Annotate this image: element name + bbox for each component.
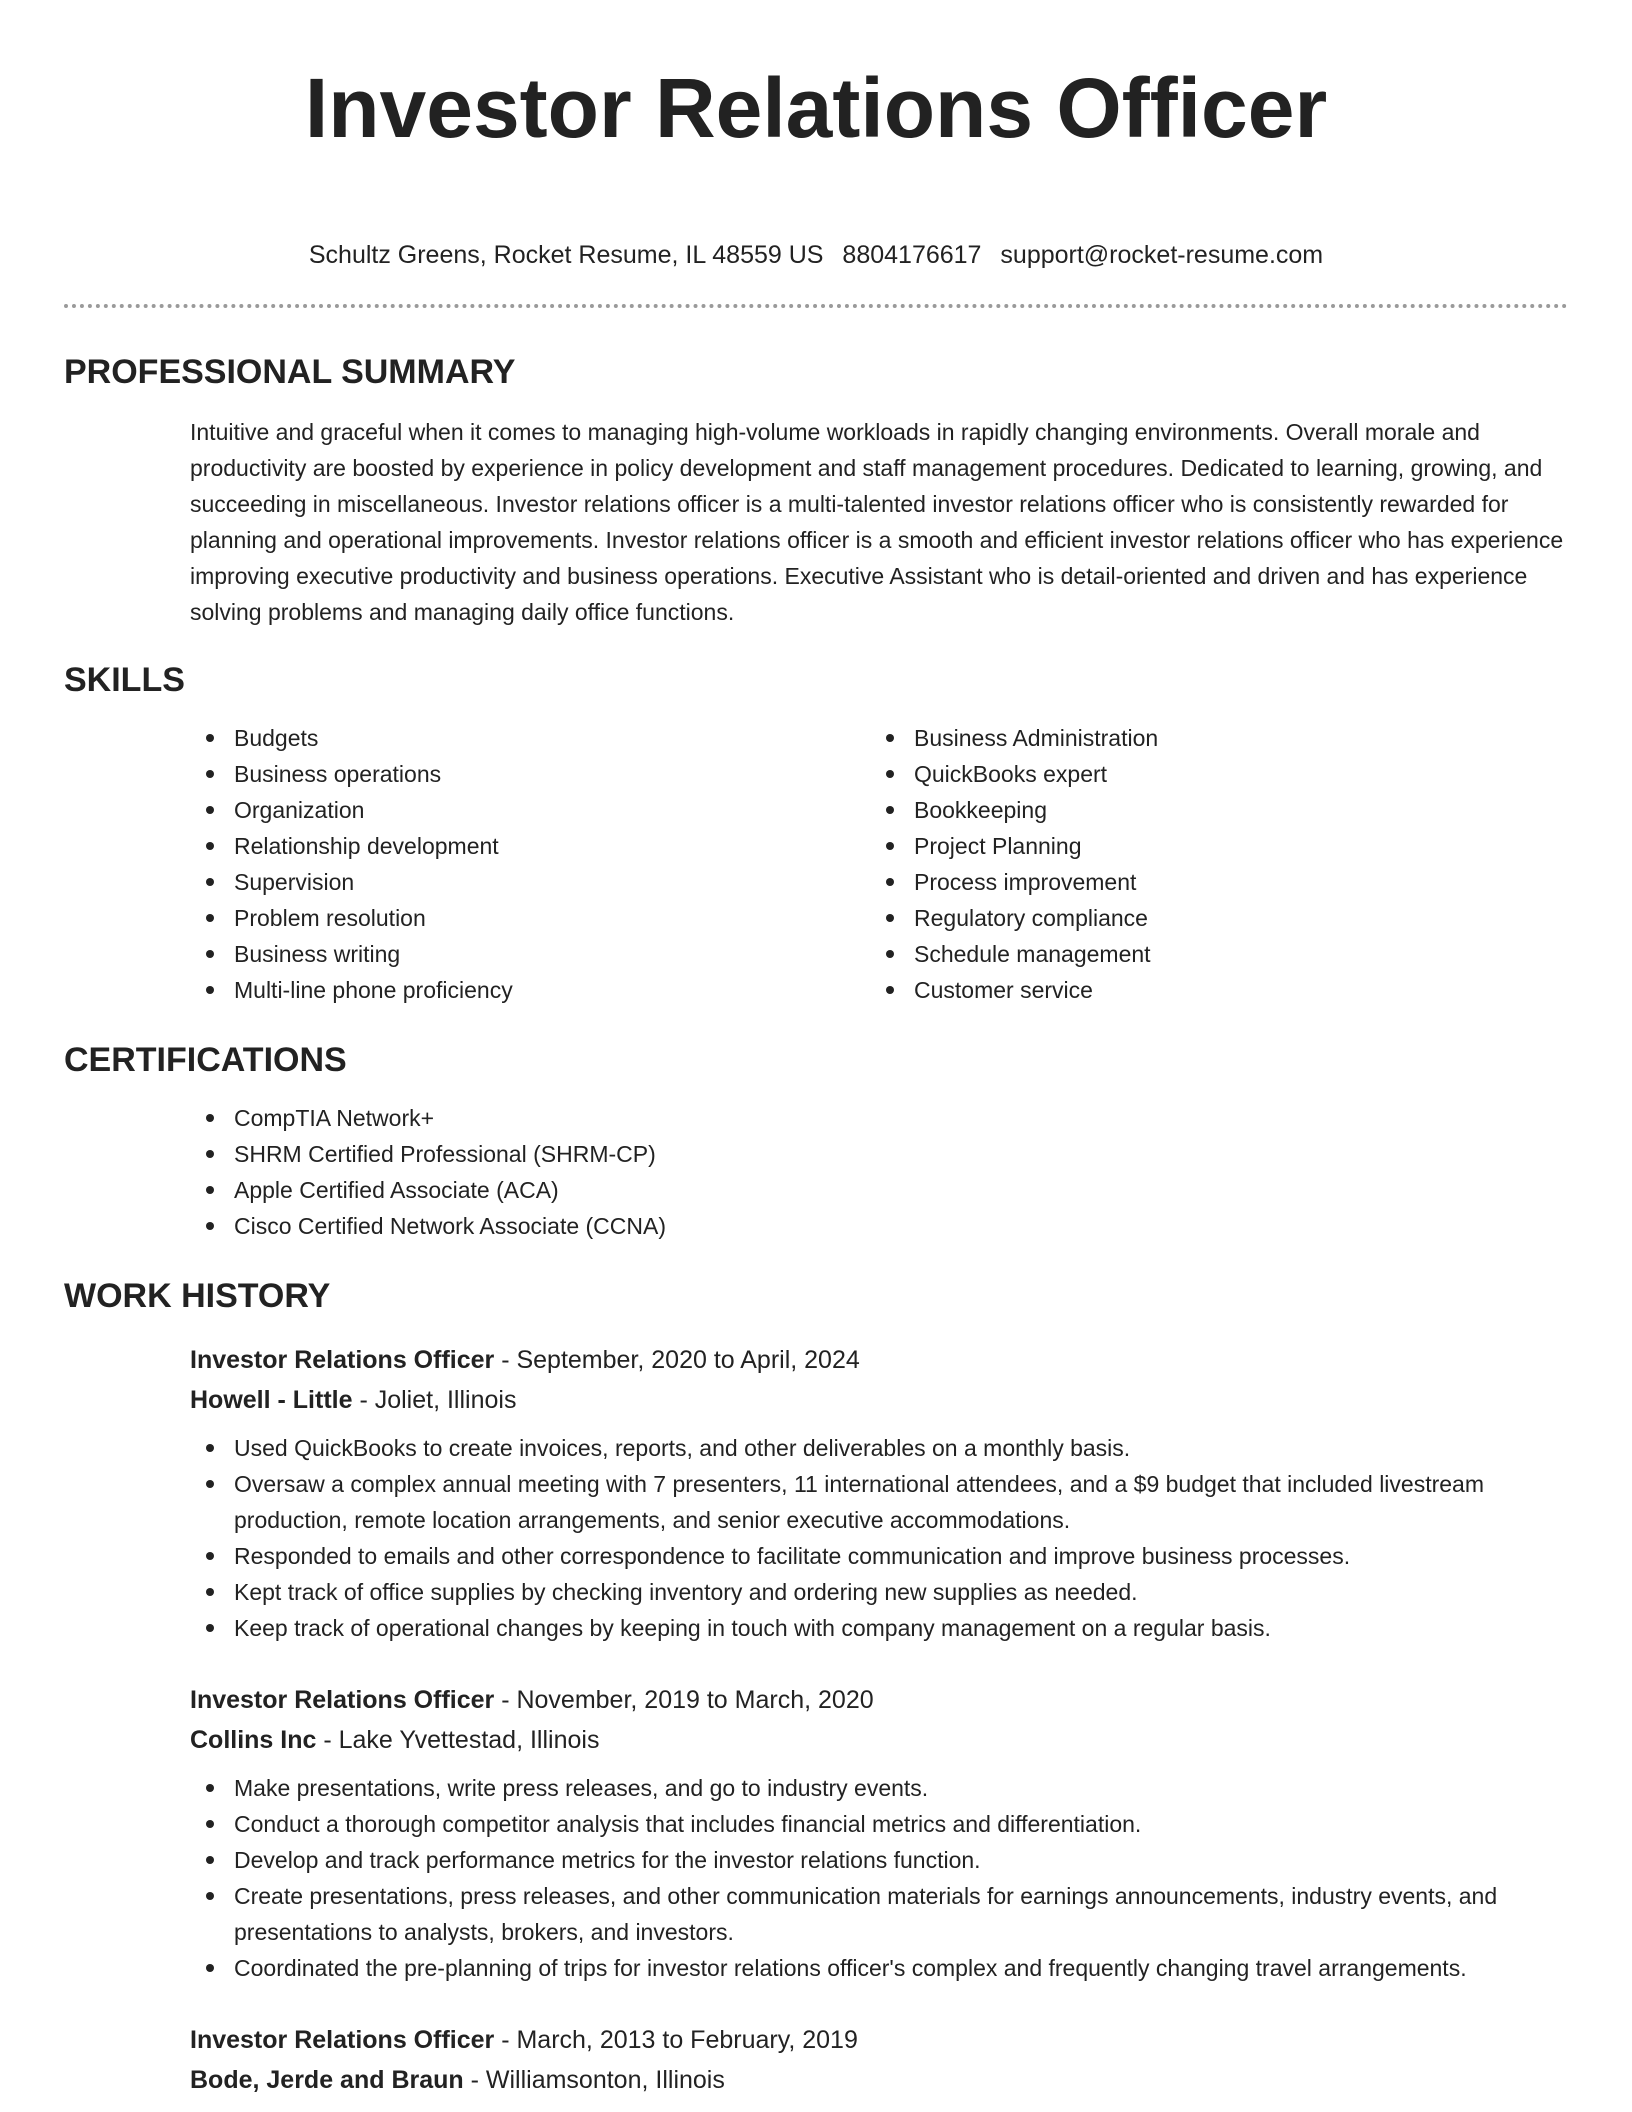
duty-item: Develop and track performance metrics for the investor relations function. <box>234 1842 1568 1878</box>
skill-item: Schedule management <box>914 936 1514 972</box>
header-divider <box>64 304 1568 308</box>
certification-item: Cisco Certified Network Associate (CCNA) <box>234 1208 1568 1244</box>
job-title-line <box>190 1680 1568 1720</box>
job-location: - Williamsonton, Illinois <box>463 2066 725 2094</box>
skill-item: Multi-line phone proficiency <box>234 972 914 1008</box>
job-role: Investor Relations Officer <box>190 2026 495 2054</box>
skill-item: Process improvement <box>914 864 1514 900</box>
job-entry <box>190 2020 1568 2100</box>
job-role: Investor Relations Officer <box>190 1686 495 1714</box>
certification-item: Apple Certified Associate (ACA) <box>234 1172 1568 1208</box>
skills-column-2 <box>914 720 1514 1008</box>
work-history-heading: WORK HISTORY <box>64 1277 331 1315</box>
job-location: - Lake Yvettestad, Illinois <box>316 1726 600 1754</box>
duty-item: Coordinated the pre-planning of trips for investor relations officer's complex and frequently changing travel arrangements. <box>234 1950 1568 1986</box>
job-dates: - November, 2019 to March, 2020 <box>494 1686 874 1714</box>
duty-item: Oversaw a complex annual meeting with 7 presenters, 11 international attendees, and a $9 budget that included livestream production, remote location arrangements, and senior executive accommodations. <box>234 1466 1568 1538</box>
job-duties <box>234 1770 1568 1986</box>
skills-column-1 <box>234 720 914 1008</box>
job-location: - Joliet, Illinois <box>352 1386 517 1414</box>
skill-item: Organization <box>234 792 914 828</box>
job-title-line <box>190 1340 1568 1380</box>
certification-item: CompTIA Network+ <box>234 1100 1568 1136</box>
job-dates: - September, 2020 to April, 2024 <box>494 1346 860 1374</box>
contact-address: Schultz Greens, Rocket Resume, IL 48559 US <box>308 241 824 269</box>
contact-phone: 8804176617 <box>842 241 982 269</box>
summary-heading: PROFESSIONAL SUMMARY <box>64 353 516 391</box>
job-dates: - March, 2013 to February, 2019 <box>494 2026 858 2054</box>
skill-item: Business operations <box>234 756 914 792</box>
summary-text: Intuitive and graceful when it comes to managing high-volume workloads in rapidly changing environments. Overall morale and productivity are boosted by experience in policy development and staff management procedures. Dedicated to learning, growing, and succeeding in miscellaneous. Investor relations officer is a multi-talented investor relations officer who is consistently rewarded for planning and operational improvements. Investor relations officer is a smooth and efficient investor relations officer who has experience improving executive productivity and business operations. Executive Assistant who is detail-oriented and driven and has experience solving problems and managing daily office functions. <box>190 419 1564 625</box>
skill-item: Customer service <box>914 972 1514 1008</box>
duty-item: Responded to emails and other correspondence to facilitate communication and improve business processes. <box>234 1538 1568 1574</box>
duty-item: Make presentations, write press releases, and go to industry events. <box>234 1770 1568 1806</box>
job-company-line <box>190 1380 1568 1420</box>
candidate-name: Investor Relations Officer <box>304 61 1328 155</box>
job-role: Investor Relations Officer <box>190 1346 495 1374</box>
duty-item: Create presentations, press releases, and other communication materials for earnings announcements, industry events, and presentations to analysts, brokers, and investors. <box>234 1878 1568 1950</box>
job-entry <box>190 1340 1568 1646</box>
job-company-line <box>190 1720 1568 1760</box>
certifications-heading: CERTIFICATIONS <box>64 1041 347 1079</box>
certifications-list <box>234 1100 1568 1244</box>
skill-item: QuickBooks expert <box>914 756 1514 792</box>
skill-item: Project Planning <box>914 828 1514 864</box>
skill-item: Regulatory compliance <box>914 900 1514 936</box>
skill-item: Supervision <box>234 864 914 900</box>
job-company-line <box>190 2060 1568 2100</box>
contact-info <box>64 240 1568 270</box>
skill-item: Relationship development <box>234 828 914 864</box>
duty-item: Conduct a thorough competitor analysis that includes financial metrics and differentiation. <box>234 1806 1568 1842</box>
duty-item: Kept track of office supplies by checking inventory and ordering new supplies as needed. <box>234 1574 1568 1610</box>
certification-item: SHRM Certified Professional (SHRM-CP) <box>234 1136 1568 1172</box>
job-company: Howell - Little <box>190 1386 353 1414</box>
job-entry <box>190 1680 1568 1986</box>
job-duties <box>234 1430 1568 1646</box>
job-title-line <box>190 2020 1568 2060</box>
job-company: Collins Inc <box>190 1726 317 1754</box>
skill-item: Bookkeeping <box>914 792 1514 828</box>
skill-item: Business Administration <box>914 720 1514 756</box>
skill-item: Budgets <box>234 720 914 756</box>
skill-item: Business writing <box>234 936 914 972</box>
job-company: Bode, Jerde and Braun <box>190 2066 464 2094</box>
skills-heading: SKILLS <box>64 661 185 699</box>
skill-item: Problem resolution <box>234 900 914 936</box>
duty-item: Keep track of operational changes by keeping in touch with company management on a regular basis. <box>234 1610 1568 1646</box>
duty-item: Used QuickBooks to create invoices, reports, and other deliverables on a monthly basis. <box>234 1430 1568 1466</box>
skills-list <box>64 720 1568 1008</box>
contact-email: support@rocket-resume.com <box>1000 241 1324 269</box>
